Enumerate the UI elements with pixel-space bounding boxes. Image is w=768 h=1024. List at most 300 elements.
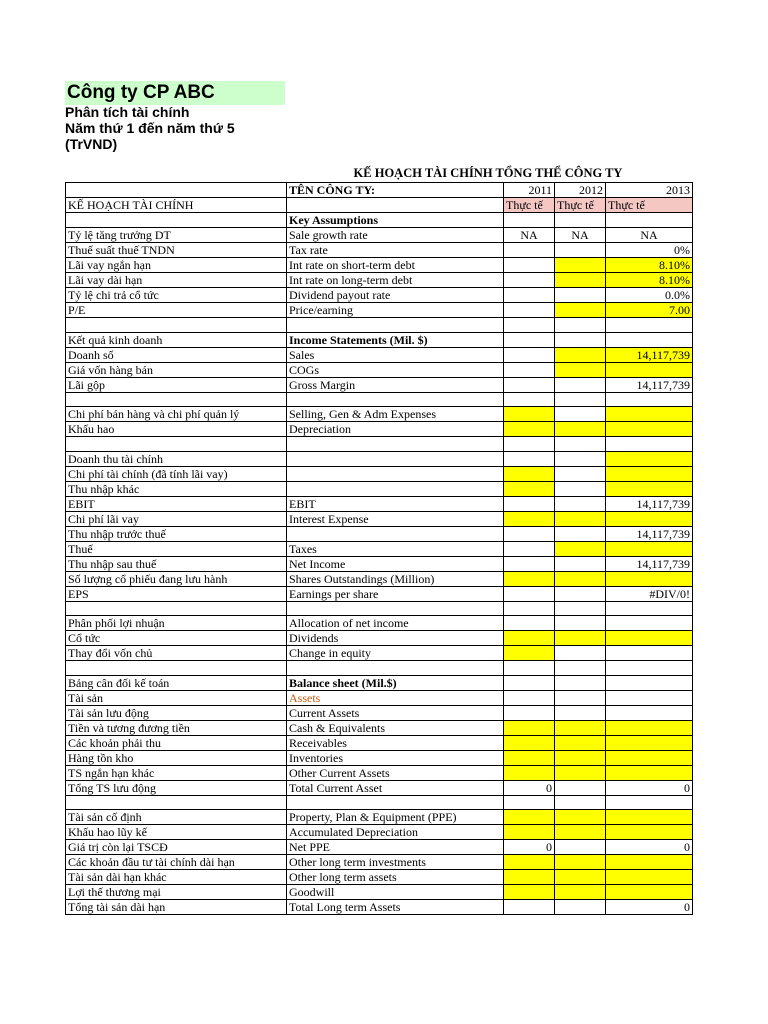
table-row bbox=[66, 228, 693, 243]
table-cell[interactable] bbox=[504, 601, 555, 616]
table-cell[interactable] bbox=[606, 870, 693, 885]
table-cell[interactable] bbox=[555, 362, 606, 377]
table-cell[interactable] bbox=[504, 646, 555, 661]
table-row bbox=[66, 870, 693, 885]
table-cell[interactable]: Price/earning bbox=[287, 303, 504, 318]
table-cell[interactable] bbox=[606, 720, 693, 735]
table-cell[interactable] bbox=[66, 213, 287, 228]
table-cell[interactable] bbox=[504, 616, 555, 631]
table-row bbox=[66, 183, 693, 198]
table-cell[interactable]: Chi phí tài chính (đã tính lãi vay) bbox=[66, 466, 287, 481]
table-cell[interactable]: Chi phí bán hàng và chi phí quản lý bbox=[66, 407, 287, 422]
table-cell[interactable]: 14,117,739 bbox=[606, 496, 693, 511]
table-cell[interactable]: COGs bbox=[287, 362, 504, 377]
table-cell[interactable]: EBIT bbox=[287, 496, 504, 511]
table-cell[interactable] bbox=[504, 795, 555, 810]
table-cell[interactable] bbox=[555, 735, 606, 750]
table-row bbox=[66, 616, 693, 631]
table-cell[interactable] bbox=[504, 451, 555, 466]
table-cell[interactable] bbox=[555, 631, 606, 646]
table-cell[interactable] bbox=[606, 451, 693, 466]
table-cell[interactable] bbox=[504, 765, 555, 780]
table-body bbox=[66, 183, 693, 915]
table-row bbox=[66, 661, 693, 676]
table-cell[interactable] bbox=[606, 675, 693, 690]
table-cell[interactable] bbox=[555, 616, 606, 631]
table-cell[interactable] bbox=[555, 377, 606, 392]
table-cell[interactable] bbox=[555, 496, 606, 511]
table-row bbox=[66, 377, 693, 392]
table-cell[interactable]: Assets bbox=[287, 690, 504, 705]
table-cell[interactable] bbox=[606, 407, 693, 422]
table-row bbox=[66, 675, 693, 690]
table-cell[interactable] bbox=[504, 347, 555, 362]
table-row bbox=[66, 407, 693, 422]
table-cell[interactable]: Thực tế bbox=[504, 198, 555, 213]
table-cell[interactable] bbox=[555, 840, 606, 855]
table-row bbox=[66, 750, 693, 765]
table-cell[interactable]: Thu nhập khác bbox=[66, 481, 287, 496]
table-cell[interactable] bbox=[606, 511, 693, 526]
table-cell[interactable] bbox=[504, 675, 555, 690]
table-cell[interactable]: Change in equity bbox=[287, 646, 504, 661]
table-cell[interactable] bbox=[555, 646, 606, 661]
table-cell[interactable]: Net Income bbox=[287, 556, 504, 571]
table-cell[interactable]: Bảng cân đối kế toán bbox=[66, 675, 287, 690]
table-cell[interactable]: Tỷ lệ tăng trưởng DT bbox=[66, 228, 287, 243]
table-cell[interactable]: Hàng tồn kho bbox=[66, 750, 287, 765]
table-cell[interactable] bbox=[606, 541, 693, 556]
table-cell[interactable] bbox=[555, 451, 606, 466]
table-cell[interactable] bbox=[555, 318, 606, 333]
table-row bbox=[66, 526, 693, 541]
table-cell[interactable]: Cash & Equivalents bbox=[287, 720, 504, 735]
table-cell[interactable]: Chi phí lãi vay bbox=[66, 511, 287, 526]
table-cell[interactable]: Depreciation bbox=[287, 422, 504, 437]
table-cell[interactable] bbox=[606, 735, 693, 750]
table-cell[interactable]: Thu nhập sau thuế bbox=[66, 556, 287, 571]
table-cell[interactable]: Tổng TS lưu động bbox=[66, 780, 287, 795]
table-cell[interactable] bbox=[504, 392, 555, 407]
table-row bbox=[66, 243, 693, 258]
table-cell[interactable]: Cổ tức bbox=[66, 631, 287, 646]
table-cell[interactable]: Dividends bbox=[287, 631, 504, 646]
table-cell[interactable] bbox=[606, 318, 693, 333]
table-cell[interactable] bbox=[555, 303, 606, 318]
table-cell[interactable] bbox=[287, 795, 504, 810]
table-cell[interactable] bbox=[504, 661, 555, 676]
table-cell[interactable] bbox=[555, 661, 606, 676]
table-cell[interactable] bbox=[606, 332, 693, 347]
table-cell[interactable] bbox=[555, 556, 606, 571]
table-cell[interactable] bbox=[504, 556, 555, 571]
table-cell[interactable]: Tài sản cố định bbox=[66, 810, 287, 825]
table-cell[interactable] bbox=[504, 541, 555, 556]
table-cell[interactable] bbox=[504, 511, 555, 526]
table-cell[interactable] bbox=[504, 288, 555, 303]
table-cell[interactable]: 2011 bbox=[504, 183, 555, 198]
table-cell[interactable] bbox=[504, 690, 555, 705]
table-cell[interactable]: Taxes bbox=[287, 541, 504, 556]
table-cell[interactable]: Dividend payout rate bbox=[287, 288, 504, 303]
table-cell[interactable]: 7.00 bbox=[606, 303, 693, 318]
table-cell[interactable]: Income Statements (Mil. $) bbox=[287, 332, 504, 347]
table-cell[interactable]: Tỷ lệ chi trả cổ tức bbox=[66, 288, 287, 303]
table-row bbox=[66, 601, 693, 616]
table-cell[interactable] bbox=[504, 705, 555, 720]
financial-plan-table bbox=[65, 182, 693, 915]
table-cell[interactable]: Tài sản dài hạn khác bbox=[66, 870, 287, 885]
table-row bbox=[66, 780, 693, 795]
table-row bbox=[66, 392, 693, 407]
table-row bbox=[66, 198, 693, 213]
table-cell[interactable]: Lãi vay ngắn hạn bbox=[66, 258, 287, 273]
table-cell[interactable]: Int rate on short-term debt bbox=[287, 258, 504, 273]
table-cell[interactable]: 14,117,739 bbox=[606, 377, 693, 392]
table-cell[interactable]: Other long term assets bbox=[287, 870, 504, 885]
table-cell[interactable]: TS ngắn hạn khác bbox=[66, 765, 287, 780]
table-cell[interactable] bbox=[555, 900, 606, 915]
table-cell[interactable] bbox=[504, 466, 555, 481]
table-row bbox=[66, 810, 693, 825]
table-cell[interactable] bbox=[504, 318, 555, 333]
table-cell[interactable]: Shares Outstandings (Million) bbox=[287, 571, 504, 586]
table-cell[interactable] bbox=[504, 735, 555, 750]
table-cell[interactable] bbox=[606, 571, 693, 586]
table-row bbox=[66, 571, 693, 586]
report-subtitle: Phân tích tài chính bbox=[65, 104, 190, 120]
table-cell[interactable]: Tài sản bbox=[66, 690, 287, 705]
table-cell[interactable] bbox=[504, 213, 555, 228]
table-cell[interactable]: Tiền và tương đương tiền bbox=[66, 720, 287, 735]
table-cell[interactable] bbox=[555, 437, 606, 452]
table-cell[interactable]: Allocation of net income bbox=[287, 616, 504, 631]
table-cell[interactable]: Giá vốn hàng bán bbox=[66, 362, 287, 377]
report-unit: (TrVND) bbox=[65, 136, 118, 152]
table-cell[interactable]: Sales bbox=[287, 347, 504, 362]
table-cell[interactable] bbox=[606, 825, 693, 840]
table-row bbox=[66, 347, 693, 362]
table-row bbox=[66, 690, 693, 705]
table-row bbox=[66, 586, 693, 601]
table-cell[interactable]: Kết quả kinh doanh bbox=[66, 332, 287, 347]
table-cell[interactable]: 0.0% bbox=[606, 288, 693, 303]
table-cell[interactable]: NA bbox=[606, 228, 693, 243]
table-cell[interactable]: 0 bbox=[606, 900, 693, 915]
table-cell[interactable]: Receivables bbox=[287, 735, 504, 750]
table-cell[interactable]: 8.10% bbox=[606, 273, 693, 288]
table-cell[interactable]: 0 bbox=[606, 780, 693, 795]
table-cell[interactable] bbox=[555, 541, 606, 556]
table-row bbox=[66, 646, 693, 661]
table-row bbox=[66, 631, 693, 646]
table-cell[interactable]: P/E bbox=[66, 303, 287, 318]
table-cell[interactable]: Other long term investments bbox=[287, 855, 504, 870]
table-row bbox=[66, 855, 693, 870]
table-cell[interactable]: Thuế bbox=[66, 541, 287, 556]
table-row bbox=[66, 825, 693, 840]
table-cell[interactable] bbox=[606, 810, 693, 825]
table-cell[interactable] bbox=[555, 765, 606, 780]
table-cell[interactable] bbox=[555, 273, 606, 288]
table-cell[interactable]: Thực tế bbox=[555, 198, 606, 213]
table-cell[interactable] bbox=[555, 855, 606, 870]
table-cell[interactable] bbox=[504, 377, 555, 392]
table-cell[interactable] bbox=[66, 183, 287, 198]
table-cell[interactable] bbox=[287, 481, 504, 496]
table-cell[interactable]: Earnings per share bbox=[287, 586, 504, 601]
table-cell[interactable] bbox=[555, 780, 606, 795]
table-cell[interactable]: NA bbox=[555, 228, 606, 243]
table-cell[interactable]: Property, Plan & Equipment (PPE) bbox=[287, 810, 504, 825]
table-cell[interactable] bbox=[606, 765, 693, 780]
table-cell[interactable] bbox=[555, 795, 606, 810]
table-cell[interactable]: Giá trị còn lại TSCĐ bbox=[66, 840, 287, 855]
table-cell[interactable]: Các khoản đầu tư tài chính dài hạn bbox=[66, 855, 287, 870]
table-row bbox=[66, 273, 693, 288]
table-cell[interactable] bbox=[504, 258, 555, 273]
table-cell[interactable] bbox=[555, 586, 606, 601]
table-cell[interactable]: Goodwill bbox=[287, 885, 504, 900]
table-cell[interactable] bbox=[287, 466, 504, 481]
table-cell[interactable] bbox=[66, 392, 287, 407]
table-row bbox=[66, 541, 693, 556]
table-cell[interactable] bbox=[606, 885, 693, 900]
table-cell[interactable] bbox=[504, 586, 555, 601]
table-cell[interactable] bbox=[504, 900, 555, 915]
table-cell[interactable] bbox=[555, 870, 606, 885]
table-cell[interactable] bbox=[287, 451, 504, 466]
table-row bbox=[66, 481, 693, 496]
table-row bbox=[66, 332, 693, 347]
table-cell[interactable] bbox=[504, 750, 555, 765]
table-row bbox=[66, 213, 693, 228]
table-cell[interactable] bbox=[555, 332, 606, 347]
table-cell[interactable]: Inventories bbox=[287, 750, 504, 765]
table-cell[interactable] bbox=[555, 750, 606, 765]
table-cell[interactable]: 0 bbox=[606, 840, 693, 855]
table-cell[interactable] bbox=[66, 318, 287, 333]
table-cell[interactable]: Doanh số bbox=[66, 347, 287, 362]
table-cell[interactable]: 2012 bbox=[555, 183, 606, 198]
table-cell[interactable]: 14,117,739 bbox=[606, 556, 693, 571]
table-cell[interactable] bbox=[606, 661, 693, 676]
table-cell[interactable]: KẾ HOẠCH TÀI CHÍNH bbox=[66, 198, 287, 213]
table-cell[interactable] bbox=[606, 855, 693, 870]
table-cell[interactable] bbox=[555, 571, 606, 586]
table-row bbox=[66, 840, 693, 855]
table-cell[interactable] bbox=[504, 571, 555, 586]
table-cell[interactable]: Doanh thu tài chính bbox=[66, 451, 287, 466]
table-row bbox=[66, 303, 693, 318]
table-cell[interactable]: Current Assets bbox=[287, 705, 504, 720]
table-cell[interactable] bbox=[555, 720, 606, 735]
table-cell[interactable] bbox=[504, 855, 555, 870]
table-cell[interactable]: 14,117,739 bbox=[606, 526, 693, 541]
table-cell[interactable] bbox=[555, 705, 606, 720]
table-cell[interactable]: Total Long term Assets bbox=[287, 900, 504, 915]
table-cell[interactable] bbox=[555, 885, 606, 900]
table-cell[interactable] bbox=[66, 601, 287, 616]
table-cell[interactable]: Các khoản phải thu bbox=[66, 735, 287, 750]
table-cell[interactable] bbox=[606, 213, 693, 228]
table-cell[interactable]: Thu nhập trước thuế bbox=[66, 526, 287, 541]
table-row bbox=[66, 451, 693, 466]
table-row bbox=[66, 720, 693, 735]
table-cell[interactable]: EBIT bbox=[66, 496, 287, 511]
table-cell[interactable] bbox=[606, 646, 693, 661]
table-cell[interactable] bbox=[555, 392, 606, 407]
table-cell[interactable] bbox=[555, 347, 606, 362]
table-cell[interactable]: Accumulated Depreciation bbox=[287, 825, 504, 840]
table-cell[interactable] bbox=[504, 362, 555, 377]
table-row bbox=[66, 765, 693, 780]
table-cell[interactable] bbox=[555, 466, 606, 481]
table-cell[interactable]: NA bbox=[504, 228, 555, 243]
table-cell[interactable] bbox=[287, 601, 504, 616]
table-cell[interactable] bbox=[606, 466, 693, 481]
table-cell[interactable] bbox=[287, 437, 504, 452]
table-cell[interactable]: Balance sheet (Mil.$) bbox=[287, 675, 504, 690]
company-name: Công ty CP ABC bbox=[65, 81, 285, 105]
report-period: Năm thứ 1 đến năm thứ 5 bbox=[65, 120, 235, 136]
table-cell[interactable] bbox=[555, 825, 606, 840]
table-cell[interactable] bbox=[606, 392, 693, 407]
table-cell[interactable] bbox=[287, 526, 504, 541]
table-row bbox=[66, 288, 693, 303]
table-cell[interactable] bbox=[504, 631, 555, 646]
table-row bbox=[66, 556, 693, 571]
table-cell[interactable] bbox=[555, 601, 606, 616]
table-cell[interactable]: Lợi thế thương mại bbox=[66, 885, 287, 900]
table-cell[interactable]: Tài sản lưu động bbox=[66, 705, 287, 720]
table-cell[interactable]: Key Assumptions bbox=[287, 213, 504, 228]
table-cell[interactable] bbox=[504, 407, 555, 422]
table-row bbox=[66, 362, 693, 377]
table-row bbox=[66, 466, 693, 481]
table-cell[interactable]: Thay đổi vốn chủ bbox=[66, 646, 287, 661]
table-cell[interactable]: Lãi vay dài hạn bbox=[66, 273, 287, 288]
table-cell[interactable] bbox=[555, 258, 606, 273]
table-cell[interactable] bbox=[555, 288, 606, 303]
table-cell[interactable]: Lãi gộp bbox=[66, 377, 287, 392]
table-cell[interactable] bbox=[606, 750, 693, 765]
table-cell[interactable] bbox=[555, 690, 606, 705]
table-cell[interactable]: Số lượng cổ phiếu đang lưu hành bbox=[66, 571, 287, 586]
table-cell[interactable]: Gross Margin bbox=[287, 377, 504, 392]
table-row bbox=[66, 258, 693, 273]
table-cell[interactable] bbox=[504, 825, 555, 840]
table-cell[interactable]: Net PPE bbox=[287, 840, 504, 855]
table-cell[interactable] bbox=[606, 437, 693, 452]
table-cell[interactable] bbox=[504, 481, 555, 496]
table-cell[interactable] bbox=[504, 810, 555, 825]
table-cell[interactable] bbox=[504, 885, 555, 900]
table-cell[interactable] bbox=[555, 422, 606, 437]
table-cell[interactable] bbox=[606, 422, 693, 437]
table-cell[interactable]: Sale growth rate bbox=[287, 228, 504, 243]
table-cell[interactable]: Khấu hao bbox=[66, 422, 287, 437]
table-cell[interactable] bbox=[504, 422, 555, 437]
table-cell[interactable]: Tổng tài sản dài hạn bbox=[66, 900, 287, 915]
table-cell[interactable] bbox=[66, 795, 287, 810]
table-cell[interactable] bbox=[504, 273, 555, 288]
table-row bbox=[66, 735, 693, 750]
table-cell[interactable] bbox=[555, 243, 606, 258]
table-cell[interactable] bbox=[555, 526, 606, 541]
table-cell[interactable]: 0 bbox=[504, 840, 555, 855]
table-cell[interactable] bbox=[66, 437, 287, 452]
table-row bbox=[66, 795, 693, 810]
table-cell[interactable] bbox=[555, 810, 606, 825]
table-cell[interactable] bbox=[504, 332, 555, 347]
table-cell[interactable]: Phân phối lợi nhuận bbox=[66, 616, 287, 631]
table-cell[interactable] bbox=[606, 631, 693, 646]
table-cell[interactable]: Khấu hao lũy kế bbox=[66, 825, 287, 840]
table-cell[interactable]: Interest Expense bbox=[287, 511, 504, 526]
table-cell[interactable] bbox=[555, 407, 606, 422]
table-cell[interactable] bbox=[504, 243, 555, 258]
table-cell[interactable] bbox=[606, 601, 693, 616]
table-cell[interactable]: 0 bbox=[504, 780, 555, 795]
table-cell[interactable] bbox=[555, 481, 606, 496]
table-cell[interactable] bbox=[555, 213, 606, 228]
table-cell[interactable] bbox=[606, 362, 693, 377]
table-cell[interactable]: Selling, Gen & Adm Expenses bbox=[287, 407, 504, 422]
table-cell[interactable] bbox=[287, 318, 504, 333]
table-cell[interactable] bbox=[606, 690, 693, 705]
table-cell[interactable]: Tax rate bbox=[287, 243, 504, 258]
table-cell[interactable] bbox=[504, 870, 555, 885]
table-cell[interactable] bbox=[504, 303, 555, 318]
table-cell[interactable] bbox=[555, 675, 606, 690]
table-row bbox=[66, 437, 693, 452]
table-cell[interactable] bbox=[504, 526, 555, 541]
table-cell[interactable] bbox=[287, 661, 504, 676]
table-cell[interactable]: #DIV/0! bbox=[606, 586, 693, 601]
table-cell[interactable]: EPS bbox=[66, 586, 287, 601]
table-cell[interactable] bbox=[606, 795, 693, 810]
sheet-title: KẾ HOẠCH TÀI CHÍNH TỔNG THỂ CÔNG TY bbox=[353, 166, 623, 180]
table-cell[interactable]: 8.10% bbox=[606, 258, 693, 273]
table-cell[interactable]: TÊN CÔNG TY: bbox=[287, 183, 504, 198]
table-row bbox=[66, 511, 693, 526]
table-cell[interactable]: Other Current Assets bbox=[287, 765, 504, 780]
table-cell[interactable] bbox=[606, 481, 693, 496]
table-cell[interactable]: 0% bbox=[606, 243, 693, 258]
table-cell[interactable]: 2013 bbox=[606, 183, 693, 198]
table-cell[interactable] bbox=[555, 511, 606, 526]
table-cell[interactable] bbox=[66, 661, 287, 676]
table-cell[interactable] bbox=[504, 496, 555, 511]
table-cell[interactable]: Thực tế bbox=[606, 198, 693, 213]
table-row bbox=[66, 496, 693, 511]
table-cell[interactable]: 14,117,739 bbox=[606, 347, 693, 362]
table-row bbox=[66, 885, 693, 900]
table-cell[interactable]: Int rate on long-term debt bbox=[287, 273, 504, 288]
table-cell[interactable]: Total Current Asset bbox=[287, 780, 504, 795]
table-cell[interactable] bbox=[606, 616, 693, 631]
table-row bbox=[66, 422, 693, 437]
table-cell[interactable]: Thuế suất thuế TNDN bbox=[66, 243, 287, 258]
table-cell[interactable] bbox=[504, 720, 555, 735]
table-cell[interactable] bbox=[287, 198, 504, 213]
table-cell[interactable] bbox=[606, 705, 693, 720]
table-row bbox=[66, 705, 693, 720]
table-cell[interactable] bbox=[504, 437, 555, 452]
table-row bbox=[66, 900, 693, 915]
table-cell[interactable] bbox=[287, 392, 504, 407]
